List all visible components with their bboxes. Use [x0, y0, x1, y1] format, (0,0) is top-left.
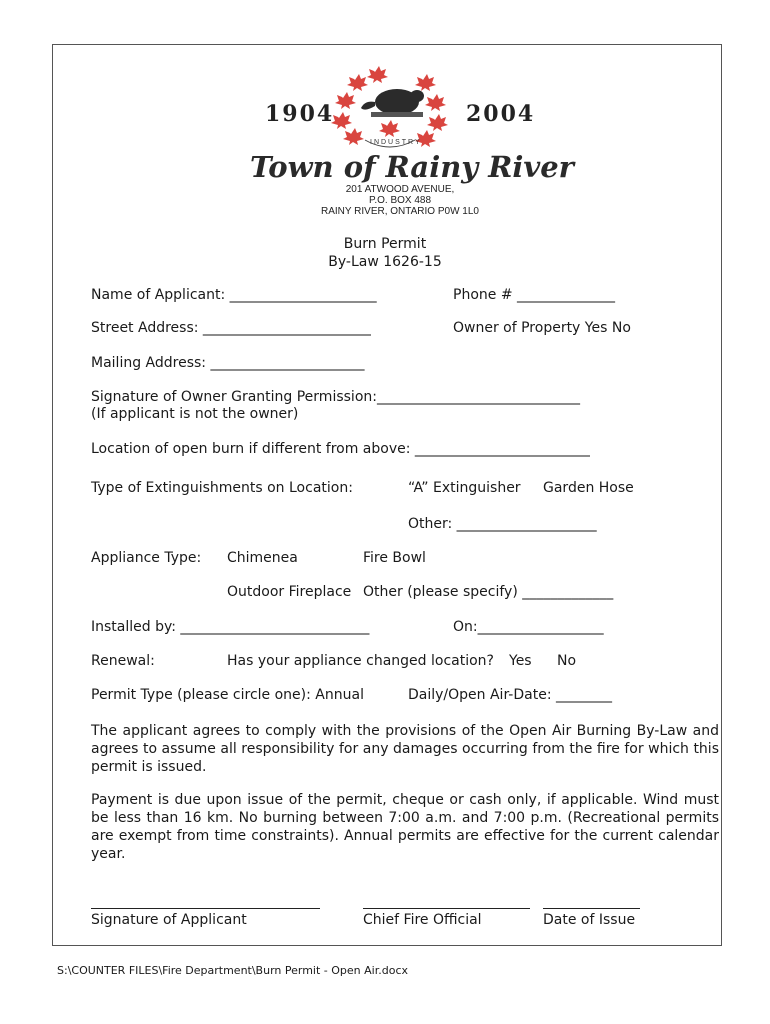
outdoor-fireplace-option[interactable]: Outdoor Fireplace [227, 584, 352, 600]
applicant-signature-caption: Signature of Applicant [91, 912, 247, 928]
other-extinguishment-field[interactable]: Other: ____________________ [408, 516, 597, 532]
applicant-signature-line[interactable] [91, 908, 320, 909]
owner-signature-field[interactable]: Signature of Owner Granting Permission:_____________________________ [91, 389, 580, 405]
street-address-field[interactable]: Street Address: ________________________ [91, 320, 371, 336]
address-line-3: RAINY RIVER, ONTARIO P0W 1L0 [320, 206, 479, 217]
garden-hose-option[interactable]: Garden Hose [543, 480, 634, 496]
renewal-label: Renewal: [91, 653, 155, 669]
year-start: 1904 [265, 101, 335, 127]
permit-type-annual-option[interactable]: Permit Type (please circle one): Annual [91, 687, 364, 703]
extinguisher-option[interactable]: “A” Extinguisher [408, 480, 521, 496]
agreement-paragraph: The applicant agrees to comply with the provisions of the Open Air Burning By-Law and agrees to assume all responsibility for any damages occurring from the fire for which this permit is issued. [91, 723, 719, 775]
form-title: Burn Permit [343, 236, 427, 252]
address-line-2: P.O. BOX 488 [368, 195, 432, 206]
chimenea-option[interactable]: Chimenea [227, 550, 298, 566]
installed-on-field[interactable]: On:__________________ [453, 619, 604, 635]
owner-of-property-choice[interactable]: Owner of Property Yes No [453, 320, 631, 336]
date-of-issue-caption: Date of Issue [543, 912, 636, 928]
daily-open-air-date-field[interactable]: Daily/Open Air-Date: ________ [408, 687, 612, 703]
file-path-footer: S:\COUNTER FILES\Fire Department\Burn Permit - Open Air.docx [57, 964, 408, 977]
industry-banner: INDUSTRY [370, 139, 422, 146]
town-name: Town of Rainy River [250, 150, 574, 184]
mailing-address-field[interactable]: Mailing Address: ______________________ [91, 355, 365, 371]
year-end: 2004 [466, 101, 536, 127]
address-line-1: 201 ATWOOD AVENUE, [345, 184, 455, 195]
payment-paragraph: Payment is due upon issue of the permit, cheque or cash only, if applicable. Wind must be less than 16 km. No burning between 7:00 a.m. and 7:00 p.m. (Recreational permits are exempt from time constraints). Annual permits are effective for the current calendar year. [91, 792, 719, 862]
extinguishment-label: Type of Extinguishments on Location: [91, 480, 353, 496]
owner-signature-note: (If applicant is not the owner) [91, 406, 299, 422]
fire-bowl-option[interactable]: Fire Bowl [363, 550, 426, 566]
applicant-name-field[interactable]: Name of Applicant: _____________________ [91, 287, 377, 303]
renewal-yes-option[interactable]: Yes [509, 653, 532, 669]
chief-fire-official-caption: Chief Fire Official [363, 912, 482, 928]
installed-by-field[interactable]: Installed by: ___________________________ [91, 619, 370, 635]
other-appliance-field[interactable]: Other (please specify) _____________ [363, 584, 614, 600]
renewal-no-option[interactable]: No [557, 653, 577, 669]
burn-location-field[interactable]: Location of open burn if different from above: _________________________ [91, 441, 590, 457]
renewal-question: Has your appliance changed location? [227, 653, 494, 669]
issue-date-line[interactable] [543, 908, 640, 909]
phone-field[interactable]: Phone # ______________ [453, 287, 615, 303]
bylaw-number: By-Law 1626-15 [328, 254, 442, 270]
appliance-type-label: Appliance Type: [91, 550, 202, 566]
chief-signature-line[interactable] [363, 908, 530, 909]
